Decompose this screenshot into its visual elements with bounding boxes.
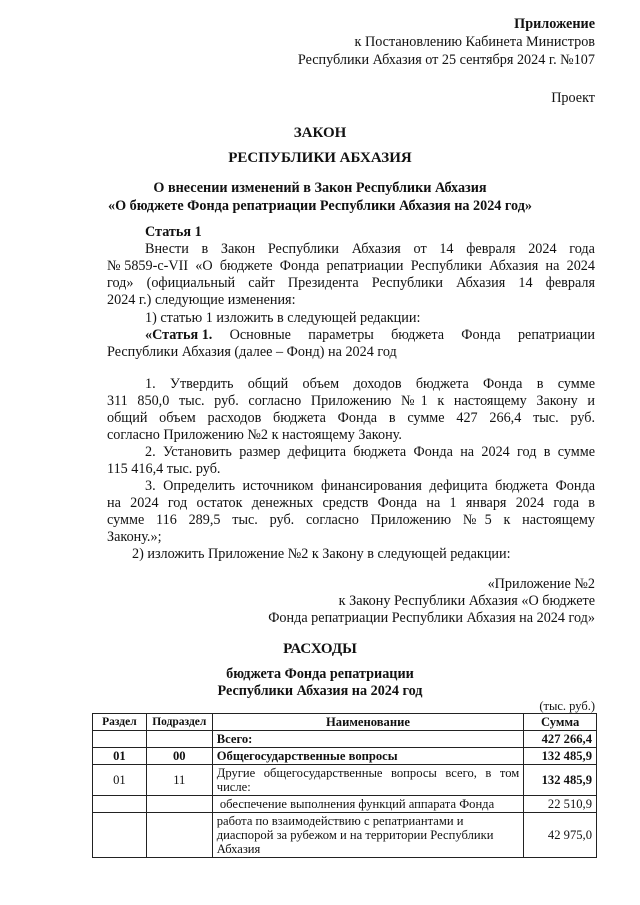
paragraph-word: Закон <box>220 241 256 257</box>
article-quote-heading: «Статья 1. <box>145 327 213 343</box>
paragraph-line: 2) изложить Приложение №2 к Закону в следующей редакции: <box>132 546 511 562</box>
expenses-table <box>92 713 597 858</box>
project-label: Проект <box>551 90 595 106</box>
paragraph-line: 115 416,4 тыс. руб. <box>107 461 221 477</box>
article-heading: Статья 1 <box>145 224 202 240</box>
paragraph-line: 1) статью 1 изложить в следующей редакции: <box>145 310 421 326</box>
paragraph-line: Закону.»; <box>107 529 162 545</box>
column-header-section: Раздел <box>93 714 147 731</box>
appendix-title: Приложение <box>514 16 595 32</box>
paragraph-line <box>145 241 595 258</box>
annex-reference-line2: Фонда репатриации Республики Абхазия на 2024 год» <box>268 610 595 626</box>
appendix-reference-line2: Республики Абхазия от 25 сентября 2024 г. №107 <box>297 52 595 68</box>
amount-cell: 22 510,9 <box>524 796 597 813</box>
paragraph-word: февраля <box>466 241 516 257</box>
paragraph-line: сумме 116 289,5 тыс. руб. согласно Приложению №5 к настоящему <box>107 512 595 528</box>
table-row <box>93 796 597 813</box>
paragraph-line: год» (официальный сайт Президента Республики Абхазия 14 февраля <box>107 275 595 291</box>
table-row <box>93 748 597 765</box>
amount-cell: 42 975,0 <box>524 813 597 858</box>
table-header-row <box>93 714 597 731</box>
paragraph-word: от <box>413 241 427 257</box>
subsection-cell: 00 <box>146 748 212 765</box>
amount-cell: 132 485,9 <box>524 765 597 796</box>
paragraph-word: Внести <box>145 241 189 257</box>
subsection-cell <box>146 731 212 748</box>
paragraph-line: на 2024 год остаток денежных средств Фонда на 1 января 2024 года в <box>107 495 595 511</box>
appendix-reference-line1: к Постановлению Кабинета Министров <box>354 34 595 50</box>
name-cell: обеспечение выполнения функций аппарата Фонда <box>212 796 524 813</box>
paragraph-line: общий объем расходов бюджета Фонда в сумме 427 266,4 тыс. руб. <box>107 410 595 426</box>
paragraph-line: 2024 г.) следующие изменения: <box>107 292 296 308</box>
paragraph-line <box>145 327 595 344</box>
expenses-title: РАСХОДЫ <box>283 641 357 657</box>
name-cell: работа по взаимодействию с репатриантами и диаспорой за рубежом и на территории Республики Абхазия <box>212 813 524 858</box>
name-cell: Всего: <box>212 731 524 748</box>
paragraph-word: 2024 <box>528 241 557 257</box>
article-quote-text: Основные параметры бюджета Фонда репатриации <box>212 327 595 343</box>
column-header-name: Наименование <box>212 714 524 731</box>
section-cell <box>93 731 147 748</box>
law-subject-line2: «О бюджете Фонда репатриации Республики Абхазия на 2024 год» <box>108 198 532 214</box>
unit-label: (тыс. руб.) <box>539 699 595 713</box>
paragraph-word: года <box>569 241 595 257</box>
table-row <box>93 765 597 796</box>
law-subject-line1: О внесении изменений в Закон Республики Абхазия <box>153 180 487 196</box>
law-title: ЗАКОН <box>293 125 347 141</box>
section-cell: 01 <box>93 765 147 796</box>
section-cell <box>93 813 147 858</box>
annex-reference-line1: к Закону Республики Абхазия «О бюджете <box>338 593 595 609</box>
section-cell <box>93 796 147 813</box>
table-row <box>93 731 597 748</box>
expenses-subtitle-line2: Республики Абхазия на 2024 год <box>217 683 423 699</box>
paragraph-line: 2. Установить размер дефицита бюджета Фонда на 2024 год в сумме <box>145 444 595 460</box>
paragraph-word: 14 <box>439 241 454 257</box>
paragraph-word: Абхазия <box>351 241 401 257</box>
section-cell: 01 <box>93 748 147 765</box>
name-cell: Общегосударственные вопросы <box>212 748 524 765</box>
paragraph-line: 3. Определить источником финансирования дефицита бюджета Фонда <box>145 478 595 494</box>
subsection-cell: 11 <box>146 765 212 796</box>
amount-cell: 427 266,4 <box>524 731 597 748</box>
paragraph-line: 311 850,0 тыс. руб. согласно Приложению №1 к настоящему Закону и <box>107 393 595 409</box>
name-cell: Другие общегосударственные вопросы всего, в том числе: <box>212 765 524 796</box>
subsection-cell <box>146 813 212 858</box>
paragraph-line: №5859-с-VII «О бюджете Фонда репатриации Республики Абхазия на 2024 <box>107 258 595 274</box>
paragraph-line: 1. Утвердить общий объем доходов бюджета Фонда в сумме <box>145 376 595 392</box>
expenses-subtitle-line1: бюджета Фонда репатриации <box>226 666 414 682</box>
column-header-amount: Сумма <box>524 714 597 731</box>
annex-label: «Приложение №2 <box>487 576 595 592</box>
paragraph-line: Республики Абхазия (далее – Фонд) на 2024 год <box>107 344 397 360</box>
amount-cell: 132 485,9 <box>524 748 597 765</box>
column-header-subsection: Подраздел <box>146 714 212 731</box>
table-row <box>93 813 597 858</box>
paragraph-line: согласно Приложению №2 к настоящему Закону. <box>107 427 402 443</box>
law-republic-title: РЕСПУБЛИКИ АБХАЗИЯ <box>228 150 412 166</box>
paragraph-word: Республики <box>267 241 340 257</box>
subsection-cell <box>146 796 212 813</box>
paragraph-word: в <box>201 241 209 257</box>
